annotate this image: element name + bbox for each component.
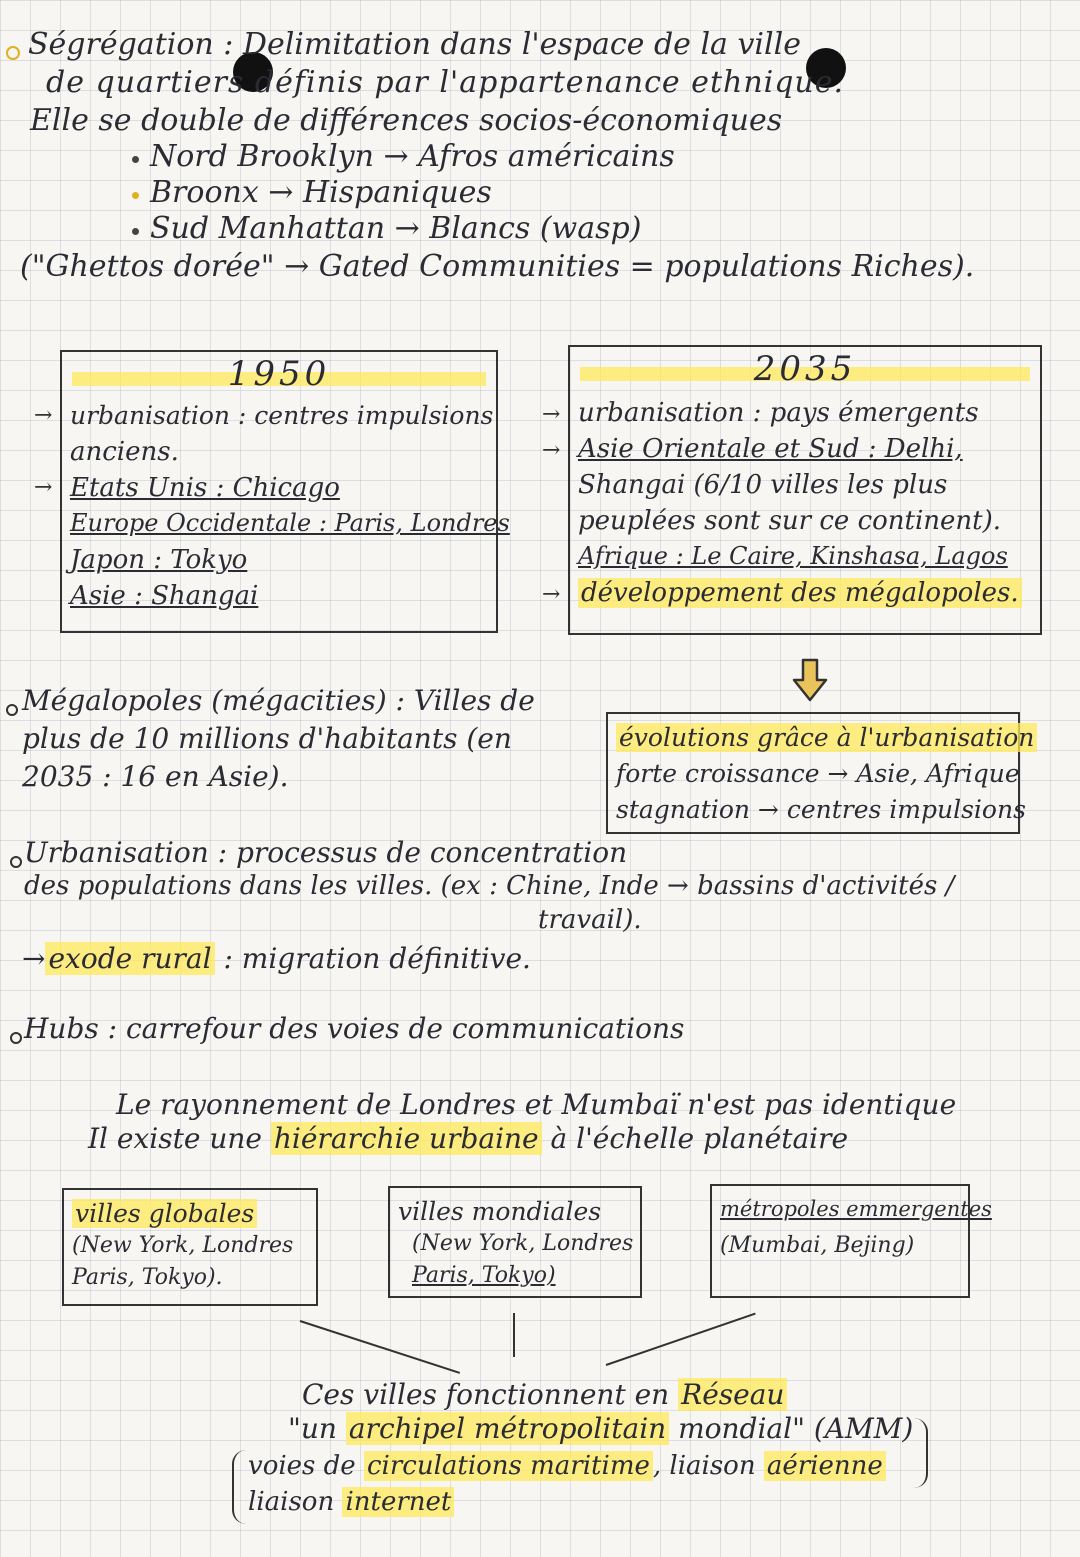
hubs-line: Hubs : carrefour des voies de communications [24,1012,685,1045]
segregation-line3: Elle se double de différences socios-économiques [30,103,783,138]
city-box-line: (New York, Londres [412,1231,634,1256]
segregation-item: Broonx → Hispaniques [150,175,492,210]
bullet-dot-icon [132,192,139,199]
city-box-title: métropoles emmergentes [720,1197,992,1221]
city-box-globales [62,1188,318,1306]
reseau-line1: Ces villes fonctionnent en Réseau [302,1380,787,1411]
box-2035-line: peuplées sont sur ce continent). [578,506,1002,536]
ghettos-note: ("Ghettos dorée" → Gated Communities = populations Riches). [20,249,975,284]
segregation-item: Sud Manhattan → Blancs (wasp) [150,211,642,246]
connector-line [513,1313,515,1357]
segregation-line1: Ségrégation : Delimitation dans l'espace de la ville [28,27,801,62]
exode-rural-definition: : migration définitive. [223,942,531,975]
evolution-box [606,712,1035,834]
connector-line [300,1320,460,1374]
bullet-dot-icon [6,704,18,716]
arrow-right-icon: → [542,438,561,463]
segregation-line2: de quartiers définis par l'appartenance ethnique. [46,65,845,100]
bullet-dot-icon [132,156,139,163]
evolution-line: stagnation → centres impulsions [616,795,1026,824]
year-2035: 2035 [753,349,857,389]
box-1950-line: anciens. [70,437,179,467]
city-box-mondiales [388,1186,642,1298]
bullet-dot-icon [10,856,22,868]
megalopoles-line3: 2035 : 16 en Asie). [22,760,289,793]
arrow-right-icon: → [34,475,53,500]
box-2035 [568,345,1042,635]
city-box-title: villes mondiales [398,1197,602,1226]
reseau-term: Réseau [678,1378,787,1411]
connector-line [606,1313,756,1366]
urbanisation-line2: des populations dans les villes. (ex : Chine, Inde → bassins d'activités / [24,871,955,901]
box-1950-line: urbanisation : centres impulsions [70,401,494,430]
reseau-line4: liaison internet [248,1488,454,1517]
evolution-line: évolutions grâce à l'urbanisation [616,724,1037,752]
box-1950 [60,350,510,633]
box-1950-line: Europe Occidentale : Paris, Londres [70,509,510,537]
segregation-item: Nord Brooklyn → Afros américains [150,139,675,174]
archipel-term: archipel métropolitain [346,1412,669,1445]
box-1950-line: Asie : Shangai [70,581,259,611]
exode-rural-term: exode rural [45,942,214,975]
exode-rural-line [22,944,531,975]
city-box-line: Paris, Tokyo). [72,1265,223,1290]
arrow-right-icon: → [34,403,53,428]
rayonnement-line2: Il existe une hiérarchie urbaine à l'échelle planétaire [88,1122,849,1155]
reseau-line3: voies de circulations maritime , liaison aérienne [248,1452,886,1481]
rayonnement-line1: Le rayonnement de Londres et Mumbaï n'est pas identique [116,1088,957,1121]
bracket-right [912,1418,928,1488]
reseau-line2: "un archipel métropolitain mondial" (AMM) [288,1412,914,1445]
urbanisation-line3: travail). [538,905,642,935]
box-2035-line: urbanisation : pays émergents [578,398,979,428]
hierarchie-urbaine-term: hiérarchie urbaine [271,1122,542,1155]
bullet-dot-icon [132,228,139,235]
bullet-dot-icon [10,1032,22,1044]
box-2035-line: développement des mégalopoles. [578,579,1022,608]
arrow-right-icon: → [22,942,46,975]
city-box-emergentes [710,1184,992,1298]
megalopoles-line2: plus de 10 millions d'habitants (en [22,722,512,755]
box-1950-line: Japon : Tokyo [70,545,248,575]
arrow-down-icon [792,658,828,702]
box-2035-line: Shangai (6/10 villes les plus [578,470,948,500]
box-2035-line: Afrique : Le Caire, Kinshasa, Lagos [578,542,1008,570]
megalopoles-line1: Mégalopoles (mégacities) : Villes de [22,684,535,717]
arrow-right-icon: → [542,402,561,427]
box-1950-line: Etats Unis : Chicago [70,473,340,503]
box-2035-line: Asie Orientale et Sud : Delhi, [578,434,963,464]
bracket-left [232,1450,248,1524]
year-1950: 1950 [227,354,331,394]
city-box-title: villes globales [72,1200,257,1228]
city-box-line: (Mumbai, Bejing) [720,1233,915,1258]
urbanisation-line1: Urbanisation : processus de concentration [24,836,628,869]
city-box-line: Paris, Tokyo) [412,1263,556,1288]
evolution-line: forte croissance → Asie, Afrique [616,759,1020,788]
bullet-dot-icon [6,46,20,60]
city-box-line: (New York, Londres [72,1233,294,1258]
arrow-right-icon: → [542,582,561,607]
